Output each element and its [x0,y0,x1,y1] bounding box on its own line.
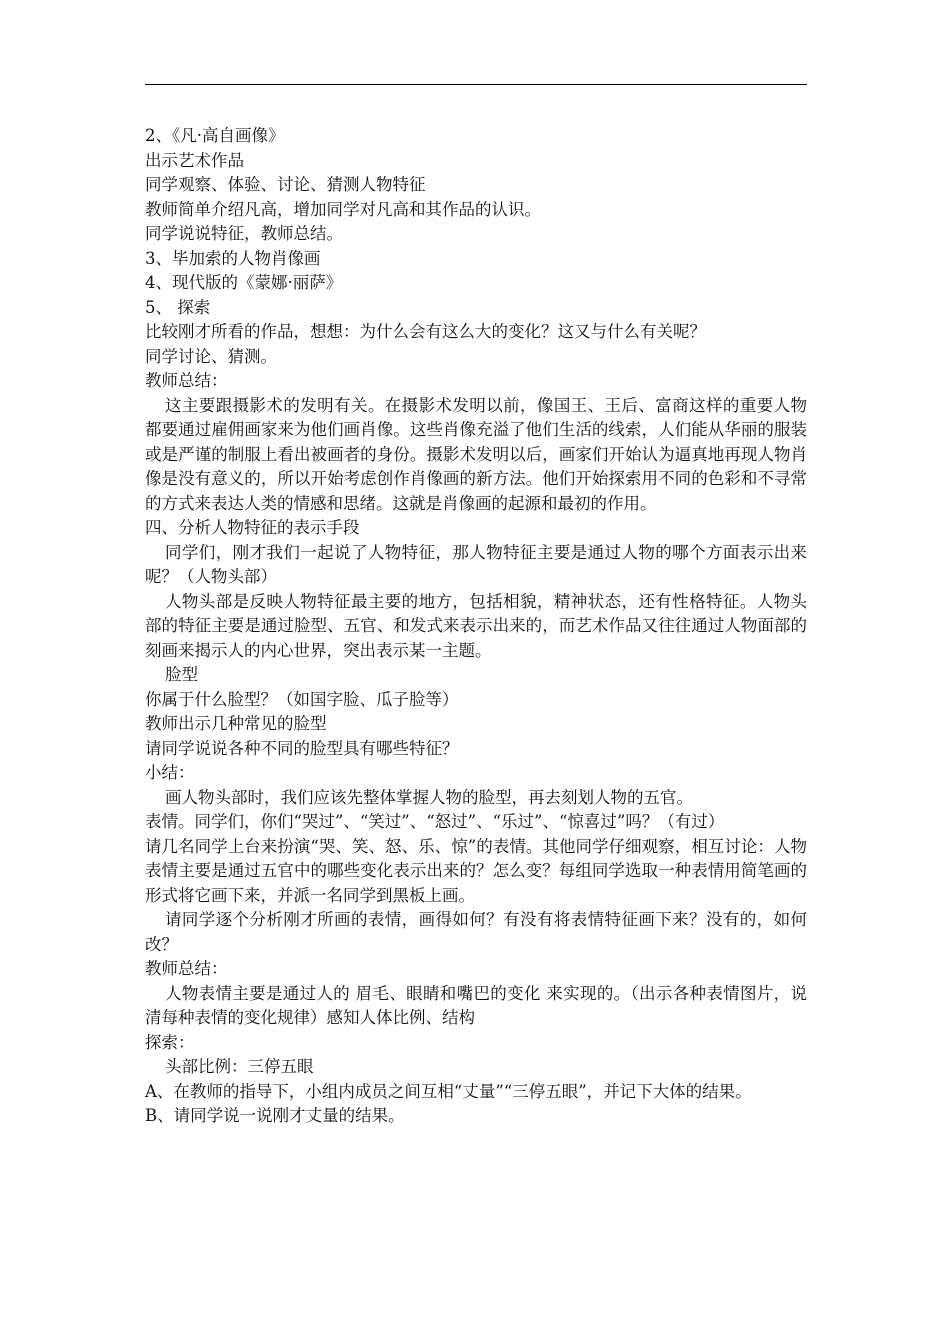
document-body [145,124,807,1129]
text-line: 比较刚才所看的作品，想想：为什么会有这么大的变化？这又与什么有关呢？ [145,322,706,341]
text-line: 请同学说说各种不同的脸型具有哪些特征？ [145,738,459,758]
text-paragraph: 人物头部是反映人物特征最主要的地方，包括相貌，精神状态，还有性格特征。人物头部的特征主要是通过脸型、五官、和发式来表示出来的，而艺术作品又往往通过人物面部的刻画来揭示人的内心世界，突出表示某一主题。 [145,591,807,660]
summary-label: 小结： [145,763,195,782]
section-heading-four: 四、分析人物特征的表示手段 [145,518,360,537]
heading-picasso: 3、毕加索的人物肖像画 [145,248,321,268]
text-line: 出示艺术作品 [145,150,244,170]
text-line: 你属于什么脸型？（如国字脸、瓜子脸等） [145,689,459,709]
text-line: 同学讨论、猜测。 [145,346,277,366]
text-paragraph: 请同学逐个分析刚才所画的表情，画得如何？有没有将表情特征画下来？没有的，如何改？ [145,910,807,954]
teacher-summary-label: 教师总结： [145,371,228,390]
heading-van-gogh: 2、《凡·高自画像》 [145,126,285,145]
heading-mona-lisa: 4、现代版的《蒙娜·丽萨》 [145,273,343,292]
text-paragraph: B、请同学说一说刚才丈量的结果。 [145,1106,405,1125]
text-line: 同学说说特征，教师总结。 [145,224,343,243]
text-line: 教师简单介绍凡高，增加同学对凡高和其作品的认识。 [145,199,541,219]
explore-label: 探索： [145,1032,195,1052]
text-paragraph: 画人物头部时，我们应该先整体掌握人物的脸型，再去刻划人物的五官。 [165,787,693,807]
text-paragraph: 请几名同学上台来扮演“哭、笑、怒、乐、惊”的表情。其他同学仔细观察，相互讨论：人物表情主要是通过五官中的哪些变化表示出来的？怎么变？每组同学选取一种表情用简笔画的形式将它画下来，并派一名同学到黑板上画。 [145,836,807,905]
text-paragraph: 表情。同学们，你们“哭过”、“笑过”、“怒过”、“乐过”、“惊喜过”吗？（有过） [145,812,725,831]
subheading-head-proportion: 头部比例：三停五眼 [165,1057,314,1076]
heading-explore: 5、 探索 [145,297,211,317]
text-line: 教师出示几种常见的脸型 [145,714,327,733]
text-paragraph: 同学们，刚才我们一起说了人物特征，那人物特征主要是通过人物的哪个方面表示出来呢？（人物头部） [145,542,807,586]
teacher-summary-label: 教师总结： [145,959,228,978]
text-line: 同学观察、体验、讨论、猜测人物特征 [145,175,426,194]
photography-paragraph: 这主要跟摄影术的发明有关。在摄影术发明以前，像国王、王后、富商这样的重要人物都要通过雇佣画家来为他们画肖像。这些肖像充溢了他们生活的线索，人们能从华丽的服装或是严谨的制服上看出被画者的身份。摄影术发明以后，画家们开始认为逼真地再现人物肖像是没有意义的，所以开始考虑创作肖像画的新方法。他们开始探索用不同的色彩和不寻常的方式来表达人类的情感和思绪。这就是肖像画的起源和最初的作用。 [145,395,807,513]
header-rule [145,84,807,85]
text-paragraph: A、在教师的指导下，小组内成员之间互相“丈量”“三停五眼”，并记下大体的结果。 [145,1081,752,1101]
subheading-face-shape: 脸型 [165,665,198,684]
text-paragraph: 人物表情主要是通过人的 眉毛、眼睛和嘴巴的变化 来实现的。（出示各种表情图片，说清每种表情的变化规律）感知人体比例、结构 [145,983,807,1027]
